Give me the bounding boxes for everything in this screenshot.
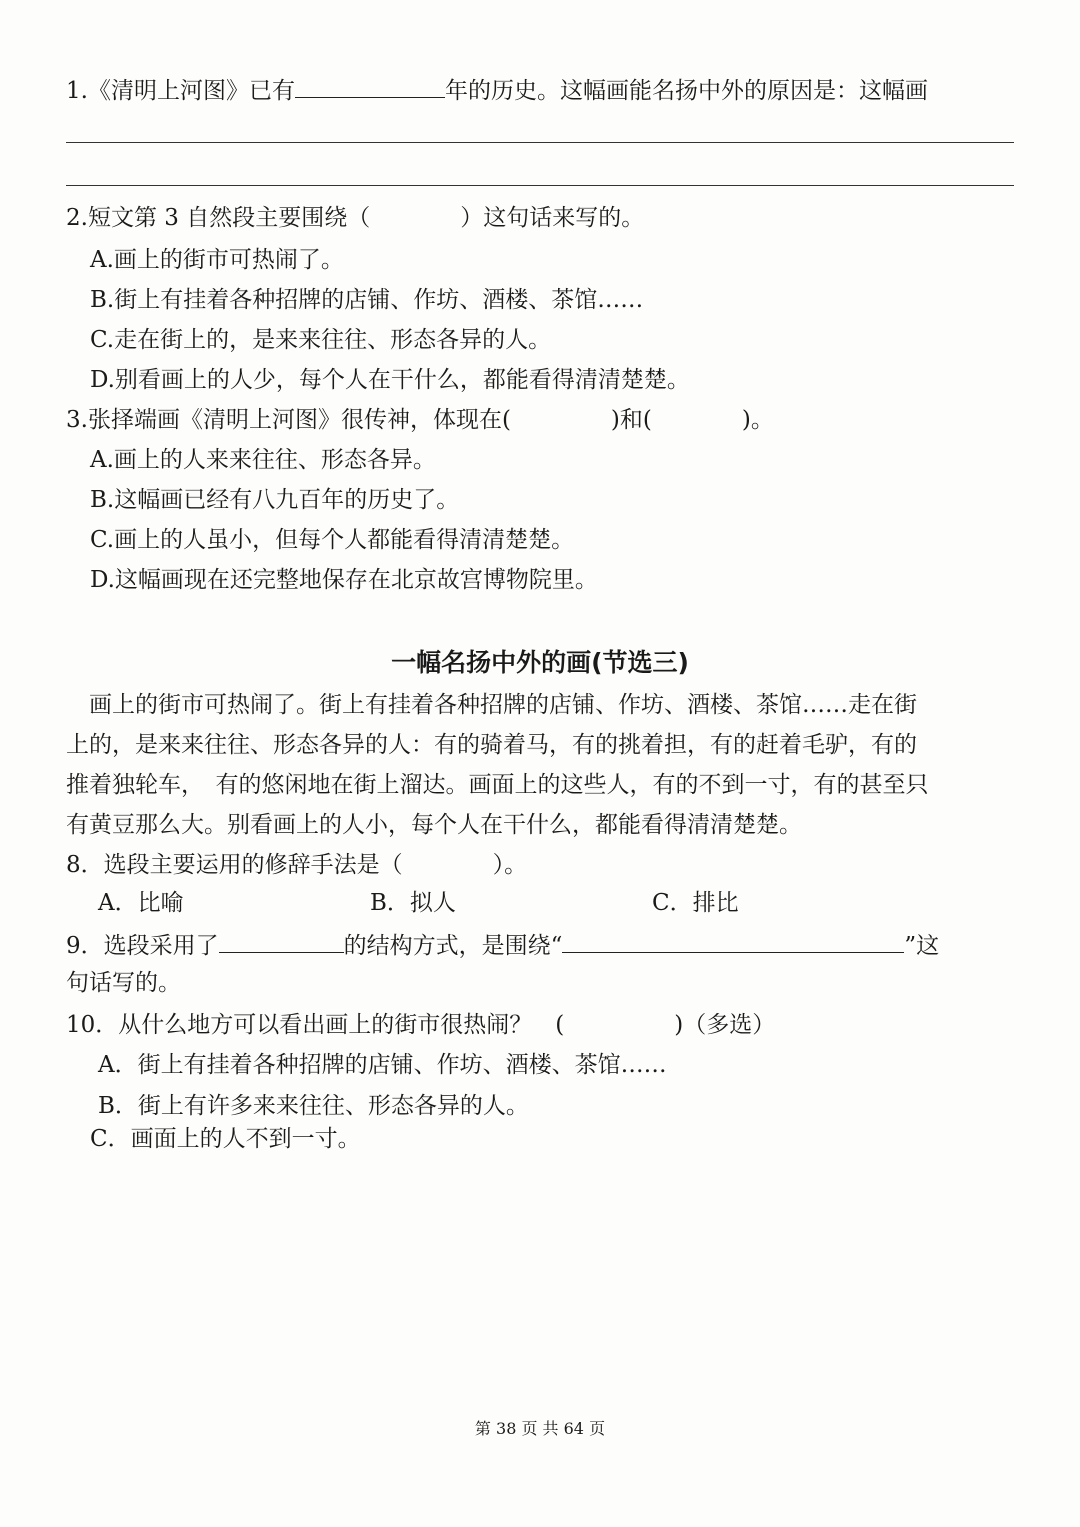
question-8-stem: 8．选段主要运用的修辞手法是（ — [66, 852, 403, 878]
passage-line: 有黄豆那么大。别看画上的人小，每个人在干什么，都能看得清清楚楚。 — [66, 812, 802, 838]
option-b: B．街上有许多来来往往、形态各异的人。 — [98, 1093, 529, 1119]
passage-line: 推着独轮车， 有的悠闲地在街上溜达。画面上的这些人，有的不到一寸，有的甚至只 — [66, 772, 929, 798]
question-3-stem-end: )。 — [741, 407, 774, 433]
question-9-line2: 句话写的。 — [66, 970, 181, 996]
option-c: C．画面上的人不到一寸。 — [90, 1126, 361, 1152]
question-8-stem-end: ）。 — [492, 852, 528, 878]
question-1-suffix: 年的历史。这幅画能名扬中外的原因是：这幅画 — [444, 78, 928, 104]
page-number: 第 38 页 共 64 页 — [474, 1419, 606, 1438]
question-2 — [66, 203, 644, 233]
question-3-stem-mid: )和( — [610, 407, 652, 433]
answer-blank[interactable] — [295, 73, 445, 98]
answer-blank[interactable] — [562, 928, 904, 953]
option-c: C.画上的人虽小，但每个人都能看得清清楚楚。 — [90, 527, 575, 553]
question-9 — [66, 928, 939, 961]
question-3 — [66, 405, 774, 435]
question-2-stem-end: ）这句话来写的。 — [460, 205, 645, 231]
question-10-stem: 10．从什么地方可以看出画上的街市很热闹？ ( — [66, 1012, 565, 1038]
answer-blank[interactable] — [219, 928, 344, 953]
question-10 — [66, 1010, 775, 1040]
option-c: C．排比 — [652, 890, 739, 916]
option-a: A．比喻 — [98, 890, 184, 916]
question-10-stem-end: )（多选） — [674, 1012, 776, 1038]
passage-line: 上的，是来来往往、形态各异的人：有的骑着马，有的挑着担，有的赶着毛驴，有的 — [66, 732, 917, 758]
question-9-stem: 9．选段采用了 — [66, 933, 219, 959]
option-a: A.画上的街市可热闹了。 — [90, 247, 344, 273]
option-a: A.画上的人来来往往、形态各异。 — [90, 447, 436, 473]
option-b: B．拟人 — [370, 890, 456, 916]
question-8 — [66, 850, 527, 880]
question-1-prefix: 1.《清明上河图》已有 — [66, 78, 295, 104]
question-9-stem-end: ”这 — [904, 933, 940, 959]
option-c: C.走在街上的，是来来往往、形态各异的人。 — [90, 327, 552, 353]
option-b: B.街上有挂着各种招牌的店铺、作坊、酒楼、茶馆…… — [90, 287, 644, 313]
question-1 — [66, 73, 928, 106]
answer-line[interactable] — [66, 185, 1014, 186]
option-d: D.别看画上的人少，每个人在干什么，都能看得清清楚楚。 — [90, 367, 690, 393]
question-3-stem: 3.张择端画《清明上河图》很传神，体现在( — [66, 407, 511, 433]
question-9-stem-mid: 的结构方式，是围绕“ — [343, 933, 563, 959]
option-a: A．街上有挂着各种招牌的店铺、作坊、酒楼、茶馆…… — [98, 1052, 667, 1078]
option-b: B.这幅画已经有八九百年的历史了。 — [90, 487, 460, 513]
passage-title: 一幅名扬中外的画(节选三) — [391, 648, 689, 677]
option-d: D.这幅画现在还完整地保存在北京故宫博物院里。 — [90, 567, 598, 593]
question-2-stem: 2.短文第 3 自然段主要围绕（ — [66, 205, 371, 231]
passage-line: 画上的街市可热闹了。街上有挂着各种招牌的店铺、作坊、酒楼、茶馆……走在街 — [66, 692, 917, 718]
answer-line[interactable] — [66, 142, 1014, 143]
